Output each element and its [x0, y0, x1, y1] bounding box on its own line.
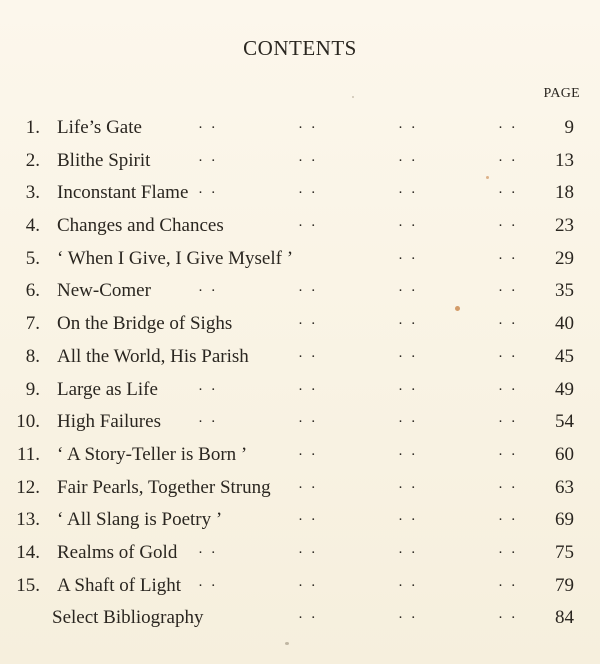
dot-leader: · · — [498, 152, 518, 169]
dot-leader: · · — [498, 185, 518, 202]
chapter-title: Changes and Chances — [57, 215, 224, 237]
contents-entry — [0, 439, 600, 472]
contents-entry — [0, 537, 600, 570]
page-number: 60 — [555, 443, 574, 465]
contents-entry — [0, 177, 600, 210]
page-number: 79 — [555, 574, 574, 596]
dot-leader: · · — [298, 381, 318, 398]
page-number: 13 — [555, 149, 574, 171]
chapter-number: 4. — [25, 215, 40, 237]
chapter-number: 5. — [25, 247, 40, 269]
dot-leader: · · — [198, 381, 218, 398]
chapter-number: 14. — [16, 541, 40, 563]
chapter-number: 7. — [25, 313, 40, 335]
dot-leader: · · — [198, 577, 218, 594]
dot-leader: · · — [398, 185, 418, 202]
dot-leader: · · — [198, 185, 218, 202]
dot-leader: · · — [298, 152, 318, 169]
contents-entry — [0, 112, 600, 145]
dot-leader: · · — [398, 479, 418, 496]
contents-entry — [0, 243, 600, 276]
dot-leader: · · — [398, 316, 418, 333]
dot-leader: · · — [398, 414, 418, 431]
page-number: 69 — [555, 509, 574, 531]
page-number: 84 — [555, 607, 574, 629]
contents-entry — [0, 341, 600, 374]
dot-leader: · · — [498, 610, 518, 627]
page-number: 49 — [555, 378, 574, 400]
chapter-number: 13. — [16, 509, 40, 531]
paper-speck — [352, 96, 354, 98]
dot-leader: · · — [198, 152, 218, 169]
dot-leader: · · — [398, 152, 418, 169]
page-number: 54 — [555, 411, 574, 433]
chapter-number: 6. — [25, 280, 40, 302]
chapter-title: Life’s Gate — [57, 117, 142, 138]
dot-leader: · · — [298, 348, 318, 365]
chapter-title: Select Bibliography — [52, 607, 204, 629]
page-number: 40 — [555, 313, 574, 335]
chapter-title: Realms of Gold — [57, 541, 178, 563]
contents-entry — [0, 210, 600, 243]
page-number: 18 — [555, 182, 574, 204]
dot-leader: · · — [198, 120, 218, 136]
chapter-title: Blithe Spirit — [57, 149, 151, 171]
chapter-title: High Failures — [57, 411, 161, 433]
chapter-title: Inconstant Flame — [57, 182, 189, 204]
dot-leader: · · — [398, 120, 418, 136]
dot-leader: · · — [298, 316, 318, 333]
chapter-number: 8. — [25, 345, 40, 367]
dot-leader: · · — [298, 446, 318, 463]
dot-leader: · · — [298, 120, 318, 136]
chapter-number: 10. — [16, 411, 40, 433]
chapter-title: All the World, His Parish — [57, 345, 249, 367]
contents-entry — [0, 602, 600, 635]
dot-leader: · · — [398, 283, 418, 300]
page-number: 35 — [555, 280, 574, 302]
chapter-title: ‘ All Slang is Poetry ’ — [57, 509, 223, 531]
chapter-number: 15. — [16, 574, 40, 596]
dot-leader: · · — [298, 218, 318, 235]
page-heading: CONTENTS — [243, 36, 357, 60]
contents-entry — [0, 374, 600, 407]
dot-leader: · · — [498, 348, 518, 365]
dot-leader: · · — [198, 414, 218, 431]
chapter-title: ‘ A Story-Teller is Born ’ — [57, 443, 248, 465]
dot-leader: · · — [498, 446, 518, 463]
dot-leader: · · — [298, 479, 318, 496]
dot-leader: · · — [498, 250, 518, 267]
dot-leader: · · — [198, 544, 218, 561]
dot-leader: · · — [298, 577, 318, 594]
chapter-number: 12. — [16, 476, 40, 498]
dot-leader: · · — [298, 512, 318, 529]
paper-speck — [455, 306, 460, 311]
chapter-number: 9. — [25, 378, 40, 400]
page-column-label: PAGE — [543, 86, 580, 101]
chapter-title: ‘ When I Give, I Give Myself ’ — [57, 247, 294, 269]
dot-leader: · · — [398, 577, 418, 594]
dot-leader: · · — [498, 544, 518, 561]
contents-entry — [0, 472, 600, 505]
chapter-title: A Shaft of Light — [57, 574, 182, 596]
contents-entry — [0, 406, 600, 439]
paper-speck — [486, 176, 489, 179]
paper-speck — [285, 642, 289, 645]
dot-leader: · · — [498, 218, 518, 235]
chapter-title: Large as Life — [57, 378, 158, 400]
contents-entry — [0, 275, 600, 308]
dot-leader: · · — [498, 283, 518, 300]
dot-leader: · · — [498, 577, 518, 594]
chapter-number: 1. — [25, 117, 40, 138]
dot-leader: · · — [498, 414, 518, 431]
dot-leader: · · — [498, 120, 518, 136]
contents-entry — [0, 570, 600, 603]
dot-leader: · · — [298, 414, 318, 431]
dot-leader: · · — [498, 316, 518, 333]
page-number: 23 — [555, 215, 574, 237]
dot-leader: · · — [398, 512, 418, 529]
dot-leader: · · — [398, 610, 418, 627]
page-number: 9 — [564, 117, 574, 138]
chapter-number: 11. — [16, 443, 40, 465]
dot-leader: · · — [298, 610, 318, 627]
dot-leader: · · — [298, 283, 318, 300]
contents-entry — [0, 145, 600, 178]
contents-entry — [0, 308, 600, 341]
page-number: 45 — [555, 345, 574, 367]
chapter-number: 3. — [25, 182, 40, 204]
dot-leader: · · — [398, 250, 418, 267]
dot-leader: · · — [398, 544, 418, 561]
dot-leader: · · — [398, 446, 418, 463]
chapter-number: 2. — [25, 149, 40, 171]
dot-leader: · · — [298, 185, 318, 202]
dot-leader: · · — [398, 348, 418, 365]
chapter-title: New-Comer — [57, 280, 151, 302]
page-number: 29 — [555, 247, 574, 269]
contents-list — [0, 112, 600, 635]
contents-entry — [0, 504, 600, 537]
dot-leader: · · — [398, 218, 418, 235]
page-number: 63 — [555, 476, 574, 498]
chapter-title: Fair Pearls, Together Strung — [57, 476, 271, 498]
chapter-title: On the Bridge of Sighs — [57, 313, 233, 335]
dot-leader: · · — [498, 479, 518, 496]
dot-leader: · · — [498, 512, 518, 529]
dot-leader: · · — [498, 381, 518, 398]
dot-leader: · · — [298, 544, 318, 561]
dot-leader: · · — [198, 283, 218, 300]
dot-leader: · · — [398, 381, 418, 398]
page-number: 75 — [555, 541, 574, 563]
